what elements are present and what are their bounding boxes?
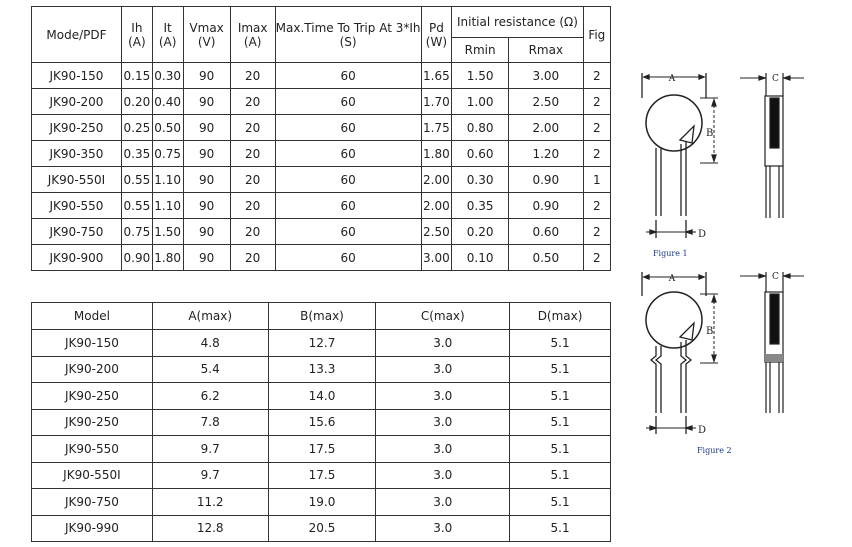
spec-row bbox=[32, 245, 611, 271]
table-cell: 1 bbox=[583, 167, 610, 193]
header-rmin: Rmin bbox=[452, 38, 509, 63]
dimension-row bbox=[32, 489, 611, 516]
table-cell: 60 bbox=[275, 193, 421, 219]
table-cell: 0.55 bbox=[121, 167, 152, 193]
table-cell: 13.3 bbox=[268, 356, 376, 383]
fig1-front-view bbox=[642, 73, 718, 238]
fig2-label-a: A bbox=[668, 274, 676, 284]
figure-2-drawing bbox=[636, 268, 836, 440]
header-model: Model bbox=[32, 303, 153, 330]
table-cell: 0.75 bbox=[121, 219, 152, 245]
table-cell: 20 bbox=[230, 219, 275, 245]
table-cell: 0.90 bbox=[509, 193, 584, 219]
table-cell: 19.0 bbox=[268, 489, 376, 516]
table-cell: 0.60 bbox=[509, 219, 584, 245]
table-cell: JK90-750 bbox=[32, 489, 153, 516]
table-cell: JK90-750 bbox=[32, 219, 122, 245]
spec-row bbox=[32, 167, 611, 193]
fig1-label-d: D bbox=[698, 229, 707, 240]
figure-1-drawing bbox=[636, 68, 836, 248]
header-imax: Imax (A) bbox=[230, 7, 275, 63]
table-cell: 2 bbox=[583, 245, 610, 271]
table-cell: JK90-200 bbox=[32, 356, 153, 383]
table-cell: 7.8 bbox=[152, 409, 268, 436]
table-cell: 3.0 bbox=[376, 330, 510, 357]
table-cell: 3.0 bbox=[376, 409, 510, 436]
table-cell: 60 bbox=[275, 219, 421, 245]
spec-row bbox=[32, 193, 611, 219]
electrical-spec-table bbox=[31, 6, 611, 271]
table-cell: 5.1 bbox=[510, 330, 611, 357]
table-cell: 12.7 bbox=[268, 330, 376, 357]
dimension-row bbox=[32, 409, 611, 436]
table-cell: 20 bbox=[230, 245, 275, 271]
table-cell: 14.0 bbox=[268, 383, 376, 410]
table-cell: 0.55 bbox=[121, 193, 152, 219]
figure-2-caption: Figure 2 bbox=[697, 446, 732, 455]
table-cell: 0.35 bbox=[121, 141, 152, 167]
table-cell: 4.8 bbox=[152, 330, 268, 357]
table-cell: 1.80 bbox=[152, 245, 183, 271]
table-cell: JK90-250 bbox=[32, 383, 153, 410]
table-cell: 90 bbox=[183, 141, 230, 167]
table-cell: 0.50 bbox=[152, 115, 183, 141]
figure-1-caption: Figure 1 bbox=[653, 249, 688, 258]
table-cell: 90 bbox=[183, 115, 230, 141]
header-b-max: B(max) bbox=[268, 303, 376, 330]
header-it: It (A) bbox=[152, 7, 183, 63]
table-cell: 0.50 bbox=[509, 245, 584, 271]
dimension-table bbox=[31, 302, 611, 542]
table-cell: 3.0 bbox=[376, 515, 510, 542]
table-cell: 0.40 bbox=[152, 89, 183, 115]
fig2-side-view bbox=[740, 272, 804, 413]
table-cell: 60 bbox=[275, 89, 421, 115]
fig1-side-view bbox=[740, 73, 804, 218]
table-cell: 5.1 bbox=[510, 356, 611, 383]
header-vmax: Vmax (V) bbox=[183, 7, 230, 63]
table-cell: 20 bbox=[230, 115, 275, 141]
table-cell: 2 bbox=[583, 115, 610, 141]
table-cell: JK90-150 bbox=[32, 330, 153, 357]
table-cell: 2.00 bbox=[509, 115, 584, 141]
dimension-row bbox=[32, 436, 611, 463]
table-cell: 3.0 bbox=[376, 489, 510, 516]
table-cell: 90 bbox=[183, 167, 230, 193]
header-ih: Ih (A) bbox=[121, 7, 152, 63]
header-rmax: Rmax bbox=[509, 38, 584, 63]
table-cell: 0.75 bbox=[152, 141, 183, 167]
table-cell: 1.50 bbox=[452, 63, 509, 89]
table-cell: 9.7 bbox=[152, 436, 268, 463]
table-cell: 5.4 bbox=[152, 356, 268, 383]
fig1-label-a: A bbox=[668, 74, 676, 84]
table-cell: 3.00 bbox=[509, 63, 584, 89]
table-cell: 5.1 bbox=[510, 489, 611, 516]
header-a-max: A(max) bbox=[152, 303, 268, 330]
table-cell: 0.60 bbox=[452, 141, 509, 167]
dimension-row bbox=[32, 330, 611, 357]
table-cell: 2.50 bbox=[421, 219, 452, 245]
table-cell: 1.20 bbox=[509, 141, 584, 167]
table-cell: 2 bbox=[583, 141, 610, 167]
table-cell: 3.0 bbox=[376, 462, 510, 489]
table-cell: 90 bbox=[183, 193, 230, 219]
table-cell: 90 bbox=[183, 63, 230, 89]
table-cell: JK90-550 bbox=[32, 193, 122, 219]
table-cell: 5.1 bbox=[510, 383, 611, 410]
header-initial-resistance: Initial resistance (Ω) bbox=[452, 7, 583, 38]
dimension-row bbox=[32, 356, 611, 383]
table-cell: JK90-350 bbox=[32, 141, 122, 167]
table-cell: 3.0 bbox=[376, 383, 510, 410]
table-cell: 5.1 bbox=[510, 515, 611, 542]
table-cell: 0.80 bbox=[452, 115, 509, 141]
table-cell: 5.1 bbox=[510, 462, 611, 489]
table-cell: 0.35 bbox=[452, 193, 509, 219]
table-cell: 5.1 bbox=[510, 436, 611, 463]
table-cell: 60 bbox=[275, 167, 421, 193]
table-cell: JK90-550 bbox=[32, 436, 153, 463]
spec-row bbox=[32, 89, 611, 115]
fig1-label-c: C bbox=[772, 74, 779, 84]
table-cell: 20 bbox=[230, 89, 275, 115]
table-cell: 1.50 bbox=[152, 219, 183, 245]
table-cell: 60 bbox=[275, 63, 421, 89]
table-cell: 90 bbox=[183, 219, 230, 245]
table-cell: JK90-990 bbox=[32, 515, 153, 542]
header-d-max: D(max) bbox=[510, 303, 611, 330]
table-cell: 17.5 bbox=[268, 436, 376, 463]
table-cell: 1.00 bbox=[452, 89, 509, 115]
table-cell: 11.2 bbox=[152, 489, 268, 516]
header-fig: Fig bbox=[583, 7, 610, 63]
table-cell: 3.0 bbox=[376, 356, 510, 383]
table-cell: 0.30 bbox=[452, 167, 509, 193]
table-cell: 1.65 bbox=[421, 63, 452, 89]
table-cell: 60 bbox=[275, 141, 421, 167]
dimension-row bbox=[32, 383, 611, 410]
table-cell: 60 bbox=[275, 115, 421, 141]
table-cell: 90 bbox=[183, 89, 230, 115]
table-cell: JK90-200 bbox=[32, 89, 122, 115]
dimension-row bbox=[32, 515, 611, 542]
table-cell: 1.70 bbox=[421, 89, 452, 115]
table-cell: 2 bbox=[583, 63, 610, 89]
table-cell: 2 bbox=[583, 193, 610, 219]
table-cell: 20 bbox=[230, 63, 275, 89]
fig2-label-d: D bbox=[698, 425, 707, 436]
table-cell: 0.15 bbox=[121, 63, 152, 89]
table-cell: 20 bbox=[230, 193, 275, 219]
fig1-label-b: B bbox=[706, 128, 714, 139]
table-cell: 3.0 bbox=[376, 436, 510, 463]
table-cell: JK90-550I bbox=[32, 167, 122, 193]
table-cell: 0.20 bbox=[452, 219, 509, 245]
table-cell: 1.10 bbox=[152, 193, 183, 219]
fig2-label-b: B bbox=[706, 326, 714, 337]
table-cell: 20 bbox=[230, 167, 275, 193]
table-cell: 2 bbox=[583, 219, 610, 245]
table-cell: 1.10 bbox=[152, 167, 183, 193]
header-model: Mode/PDF bbox=[32, 7, 122, 63]
table-cell: JK90-900 bbox=[32, 245, 122, 271]
spec-row bbox=[32, 141, 611, 167]
table-cell: 20.5 bbox=[268, 515, 376, 542]
table-cell: 3.00 bbox=[421, 245, 452, 271]
table-cell: 15.6 bbox=[268, 409, 376, 436]
table-cell: 90 bbox=[183, 245, 230, 271]
dimension-row bbox=[32, 462, 611, 489]
table-cell: 2.00 bbox=[421, 193, 452, 219]
fig2-label-c: C bbox=[772, 272, 779, 282]
table-cell: 2.00 bbox=[421, 167, 452, 193]
spec-row bbox=[32, 63, 611, 89]
table-cell: 60 bbox=[275, 245, 421, 271]
dimension-body bbox=[32, 330, 611, 542]
spec-row bbox=[32, 115, 611, 141]
table-cell: 0.90 bbox=[509, 167, 584, 193]
table-cell: 2.50 bbox=[509, 89, 584, 115]
table-cell: 5.1 bbox=[510, 409, 611, 436]
table-cell: 17.5 bbox=[268, 462, 376, 489]
table-cell: 12.8 bbox=[152, 515, 268, 542]
header-pd: Pd (W) bbox=[421, 7, 452, 63]
table-cell: JK90-550I bbox=[32, 462, 153, 489]
header-c-max: C(max) bbox=[376, 303, 510, 330]
table-cell: JK90-150 bbox=[32, 63, 122, 89]
table-cell: JK90-250 bbox=[32, 409, 153, 436]
table-cell: JK90-250 bbox=[32, 115, 122, 141]
electrical-spec-body bbox=[32, 63, 611, 271]
table-cell: 0.10 bbox=[452, 245, 509, 271]
header-time-to-trip: Max.Time To Trip At 3*Ih (S) bbox=[275, 7, 421, 63]
table-cell: 20 bbox=[230, 141, 275, 167]
table-cell: 1.80 bbox=[421, 141, 452, 167]
spec-row bbox=[32, 219, 611, 245]
table-cell: 0.30 bbox=[152, 63, 183, 89]
table-cell: 0.90 bbox=[121, 245, 152, 271]
table-cell: 9.7 bbox=[152, 462, 268, 489]
table-cell: 0.25 bbox=[121, 115, 152, 141]
table-cell: 1.75 bbox=[421, 115, 452, 141]
table-cell: 0.20 bbox=[121, 89, 152, 115]
fig2-front-view bbox=[642, 272, 718, 434]
table-cell: 6.2 bbox=[152, 383, 268, 410]
table-cell: 2 bbox=[583, 89, 610, 115]
